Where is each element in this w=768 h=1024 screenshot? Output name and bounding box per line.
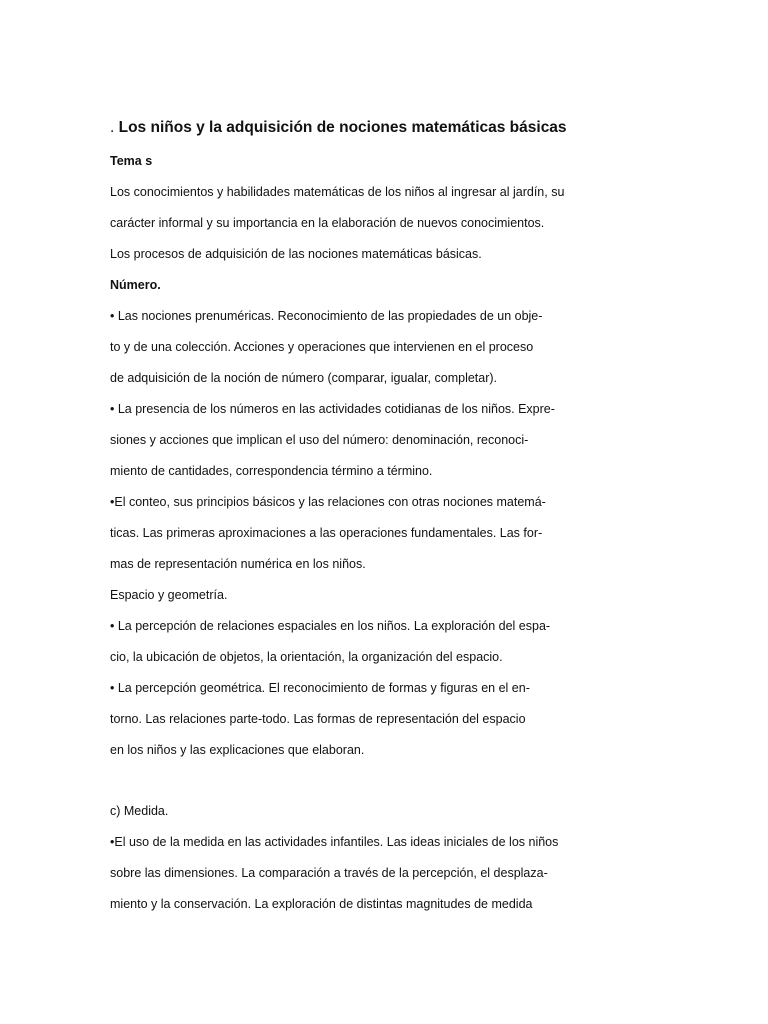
paragraph-line: cio, la ubicación de objetos, la orientación, la organización del espacio. <box>110 650 503 664</box>
section-heading-espacio: Espacio y geometría. <box>110 588 228 602</box>
paragraph-line: torno. Las relaciones parte-todo. Las formas de representación del espacio <box>110 712 526 726</box>
title-text: Los niños y la adquisición de nociones matemáticas básicas <box>118 119 567 136</box>
paragraph-line: mas de representación numérica en los niños. <box>110 557 366 571</box>
paragraph-line: miento y la conservación. La exploración de distintas magnitudes de medida <box>110 897 533 911</box>
bullet-line: • Las nociones prenuméricas. Reconocimiento de las propiedades de un obje- <box>110 309 543 323</box>
topic-heading: Tema s <box>110 154 153 168</box>
paragraph-line: carácter informal y su importancia en la elaboración de nuevos conocimientos. <box>110 216 545 230</box>
title-prefix: . <box>110 119 119 136</box>
bullet-line: • La percepción geométrica. El reconocimiento de formas y figuras en el en- <box>110 681 530 695</box>
bullet-line: • La percepción de relaciones espaciales en los niños. La exploración del espa- <box>110 619 551 633</box>
paragraph-line: siones y acciones que implican el uso del número: denominación, reconoci- <box>110 433 529 447</box>
document-title <box>110 118 567 138</box>
section-heading-numero: Número. <box>110 278 161 292</box>
paragraph-line: en los niños y las explicaciones que elaboran. <box>110 743 365 757</box>
paragraph-line: ticas. Las primeras aproximaciones a las operaciones fundamentales. Las for- <box>110 526 543 540</box>
paragraph-line: to y de una colección. Acciones y operaciones que intervienen en el proceso <box>110 340 534 354</box>
paragraph-line: Los procesos de adquisición de las nociones matemáticas básicas. <box>110 247 482 261</box>
paragraph-line: Los conocimientos y habilidades matemáticas de los niños al ingresar al jardín, su <box>110 185 565 199</box>
bullet-line: • La presencia de los números en las actividades cotidianas de los niños. Expre- <box>110 402 555 416</box>
paragraph-line: miento de cantidades, correspondencia término a término. <box>110 464 433 478</box>
bullet-line: •El conteo, sus principios básicos y las relaciones con otras nociones matemá- <box>110 495 546 509</box>
section-heading-medida: c) Medida. <box>110 804 169 818</box>
paragraph-line: sobre las dimensiones. La comparación a través de la percepción, el desplaza- <box>110 866 548 880</box>
paragraph-line: de adquisición de la noción de número (comparar, igualar, completar). <box>110 371 498 385</box>
bullet-line: •El uso de la medida en las actividades infantiles. Las ideas iniciales de los niños <box>110 835 559 849</box>
